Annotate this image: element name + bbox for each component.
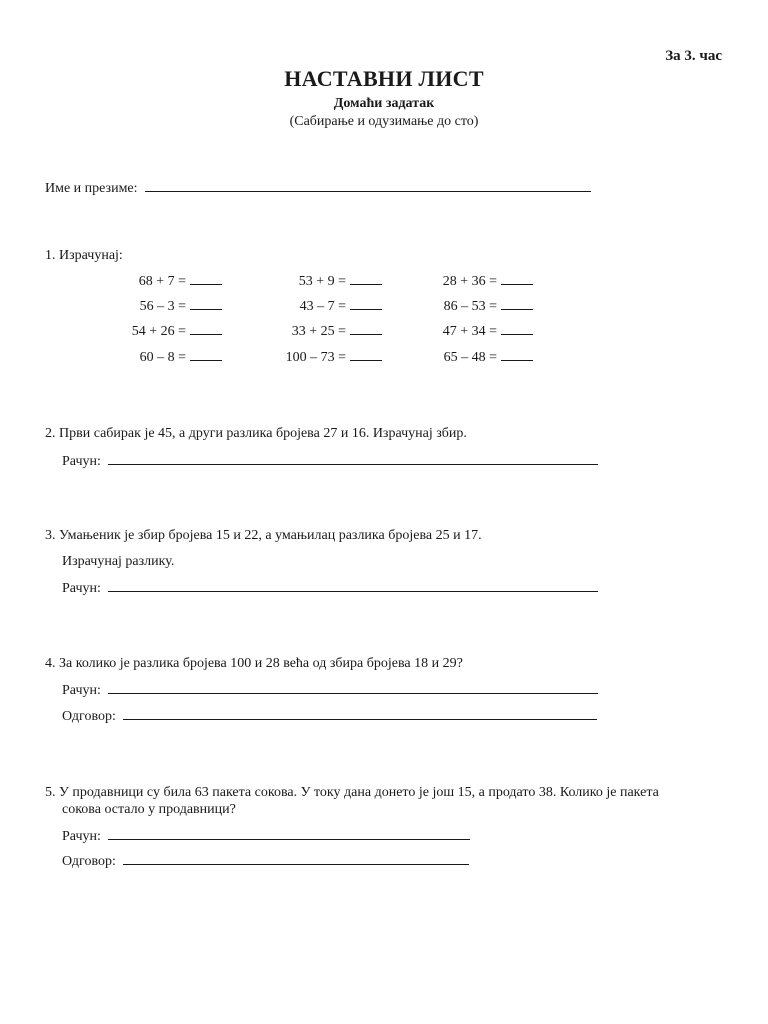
task2-calc-row xyxy=(62,452,598,470)
calc-field[interactable] xyxy=(108,681,598,694)
exercise-expression: 68 + 7 = xyxy=(138,274,186,289)
calc-label: Рачун: xyxy=(62,683,101,698)
exercise-item xyxy=(140,348,222,366)
answer-blank[interactable] xyxy=(350,322,382,335)
task4-answer-row xyxy=(62,707,597,725)
task3-text2: Израчунај разлику. xyxy=(62,554,175,569)
answer-label: Одговор: xyxy=(62,709,116,724)
exercise-item xyxy=(443,322,533,340)
calc-label: Рачун: xyxy=(62,581,101,596)
answer-blank[interactable] xyxy=(350,272,382,285)
name-field[interactable] xyxy=(145,179,591,192)
page-subtitle: Домаћи задатак xyxy=(333,96,435,111)
lesson-number-label: За 3. час xyxy=(665,48,722,64)
task3-text: 3. Умањеник је збир бројева 15 и 22, а умањилац разлика бројева 25 и 17. xyxy=(45,528,482,543)
exercise-item xyxy=(300,297,382,315)
exercise-item xyxy=(444,348,533,366)
name-row xyxy=(45,179,591,197)
task5-calc-row xyxy=(62,827,470,845)
exercise-item xyxy=(139,272,222,290)
exercise-item xyxy=(286,348,382,366)
exercise-item xyxy=(140,297,222,315)
task4-calc-row xyxy=(62,681,598,699)
exercise-expression: 28 + 36 = xyxy=(442,274,497,289)
answer-blank[interactable] xyxy=(190,348,222,361)
task5-answer-row xyxy=(62,852,469,870)
answer-label: Одговор: xyxy=(62,854,116,869)
exercise-item xyxy=(444,297,533,315)
exercise-item xyxy=(132,322,222,340)
answer-field[interactable] xyxy=(123,707,597,720)
exercise-item xyxy=(292,322,382,340)
exercise-item xyxy=(299,272,382,290)
answer-blank[interactable] xyxy=(501,348,533,361)
exercise-expression: 100 – 73 = xyxy=(285,350,346,365)
exercise-expression: 60 – 8 = xyxy=(139,350,186,365)
answer-blank[interactable] xyxy=(190,272,222,285)
page-title: НАСТАВНИ ЛИСТ xyxy=(284,66,484,91)
exercise-expression: 47 + 34 = xyxy=(442,324,497,339)
exercise-expression: 86 – 53 = xyxy=(443,299,497,314)
exercise-expression: 56 – 3 = xyxy=(139,299,186,314)
name-label: Име и презиме: xyxy=(45,181,138,196)
calc-label: Рачун: xyxy=(62,829,101,844)
answer-blank[interactable] xyxy=(350,297,382,310)
task2-text: 2. Први сабирак је 45, а други разлика бројева 27 и 16. Израчунај збир. xyxy=(45,426,467,441)
task5-text2: сокова остало у продавници? xyxy=(62,802,236,817)
exercise-expression: 43 – 7 = xyxy=(299,299,346,314)
calc-label: Рачун: xyxy=(62,454,101,469)
answer-blank[interactable] xyxy=(350,348,382,361)
task5-text: 5. У продавници су била 63 пакета сокова. У току дана донето је још 15, а продато 38. Колико је пакета xyxy=(45,785,659,800)
page-topic: (Сабирање и одузимање до сто) xyxy=(289,114,479,129)
answer-blank[interactable] xyxy=(501,297,533,310)
calc-field[interactable] xyxy=(108,579,598,592)
calc-field[interactable] xyxy=(108,827,470,840)
exercise-expression: 33 + 25 = xyxy=(291,324,346,339)
exercise-expression: 54 + 26 = xyxy=(131,324,186,339)
answer-blank[interactable] xyxy=(501,322,533,335)
exercise-expression: 65 – 48 = xyxy=(443,350,497,365)
answer-blank[interactable] xyxy=(190,322,222,335)
answer-field[interactable] xyxy=(123,852,469,865)
answer-blank[interactable] xyxy=(501,272,533,285)
answer-blank[interactable] xyxy=(190,297,222,310)
exercise-item xyxy=(443,272,533,290)
task4-text: 4. За колико је разлика бројева 100 и 28 већа од збира бројева 18 и 29? xyxy=(45,656,463,671)
task3-calc-row xyxy=(62,579,598,597)
task1-label: 1. Израчунај: xyxy=(45,248,123,263)
calc-field[interactable] xyxy=(108,452,598,465)
exercise-expression: 53 + 9 = xyxy=(298,274,346,289)
